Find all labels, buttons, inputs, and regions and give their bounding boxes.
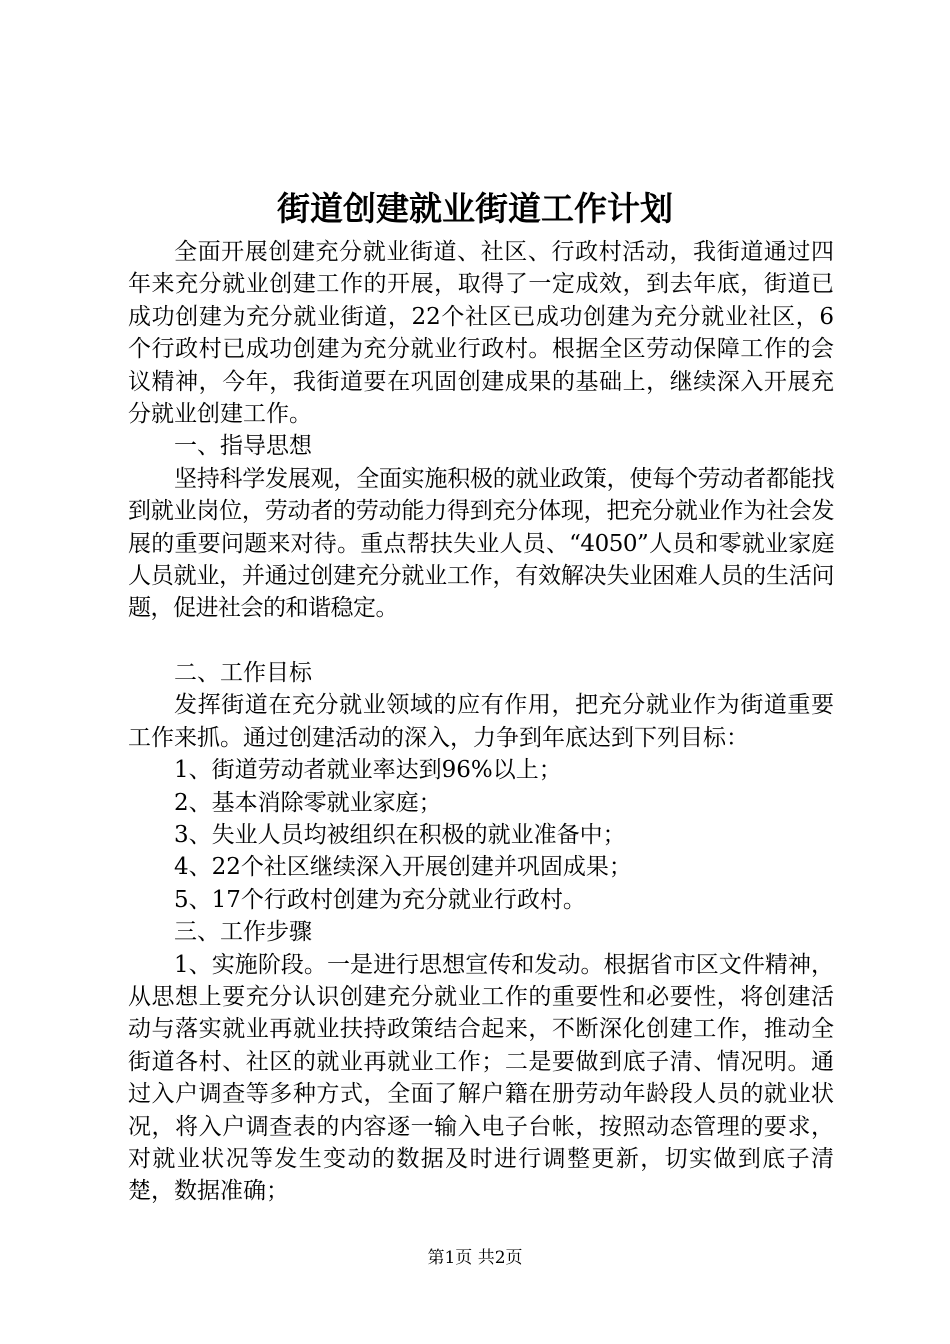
section-heading-guiding-thought: 一、指导思想 [174,433,312,460]
work-goals-paragraph: 发挥街道在充分就业领域的应有作用，把充分就业作为街道重要工作来抓。通过创建活动的深入，力争到年底达到下列目标： [128,692,834,751]
goal-item: 5、17个行政村创建为充分就业行政村。 [174,886,586,913]
goal-item: 2、基本消除零就业家庭； [174,789,442,816]
guiding-thought-paragraph: 坚持科学发展观，全面实施积极的就业政策，使每个劳动者都能找到就业岗位，劳动者的劳动能力得到充分体现，把充分就业作为社会发展的重要问题来对待。重点帮扶失业人员、“4050”人员和零就业家庭人员就业，并通过创建充分就业工作，有效解决失业困难人员的生活问题，促进社会的和谐稳定。 [128,465,834,622]
goal-item: 3、失业人员均被组织在积极的就业准备中； [174,821,626,848]
document-body [128,236,834,1208]
work-steps-paragraph: 1、实施阶段。一是进行思想宣传和发动。根据省市区文件精神，从思想上要充分认识创建充分就业工作的重要性和必要性，将创建活动与落实就业再就业扶持政策结合起来，不断深化创建工作，推动全街道各村、社区的就业再就业工作；二是要做到底子清、情况明。通过入户调查等多种方式，全面了解户籍在册劳动年龄段人员的就业状况，将入户调查表的内容逐一输入电子台帐，按照动态管理的要求，对就业状况等发生变动的数据及时进行调整更新，切实做到底子清楚，数据准确； [128,951,834,1205]
goal-item: 4、22个社区继续深入开展创建并巩固成果； [174,854,632,881]
section-heading-work-goals: 二、工作目标 [174,659,312,686]
page-number-footer: 第1页 共2页 [427,1248,523,1268]
section-heading-work-steps: 三、工作步骤 [174,919,312,946]
document-title: 街道创建就业街道工作计划 [277,189,673,228]
intro-paragraph: 全面开展创建充分就业街道、社区、行政村活动，我街道通过四年来充分就业创建工作的开展，取得了一定成效，到去年底，街道已成功创建为充分就业街道，22个社区已成功创建为充分就业社区，6个行政村已成功创建为充分就业行政村。根据全区劳动保障工作的会议精神，今年，我街道要在巩固创建成果的基础上，继续深入开展充分就业创建工作。 [128,239,834,428]
goal-item: 1、街道劳动者就业率达到96%以上； [174,757,562,784]
